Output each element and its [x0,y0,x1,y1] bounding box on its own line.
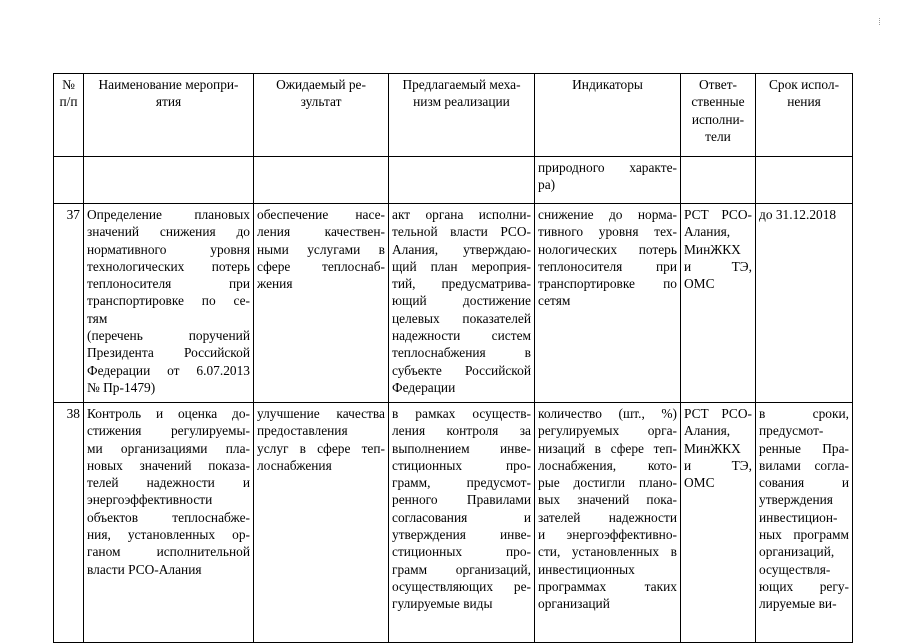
text-line: и энергоэффективно- [538,527,677,543]
text-line: ОМС [684,475,715,491]
header-row [54,74,853,157]
text-line: Индикаторы [572,77,643,92]
text-line: ных программ [759,527,849,543]
text-line: нологических потерь [538,241,677,257]
table-cell [681,157,756,204]
text-line: сетям [538,293,571,309]
text-line: улучшение качества [257,406,385,421]
text-line: и ТЭ, [684,258,752,274]
header-indicators [535,74,681,157]
text-line: зателей надежности [538,509,677,525]
text-line: теплоносителя при [538,258,677,274]
text-line: регулируемых орга- [538,423,677,439]
deadline [756,403,853,643]
text-line: зультат [300,94,342,110]
text-line: транспортировке по се- [87,293,250,309]
text-line: Предлагаемый меха- [402,77,521,92]
text-line: ми организациями пла- [87,440,250,456]
header-num [54,74,84,157]
text-line: ющих регу- [759,578,849,594]
text-line: обеспечение насе- [257,207,385,222]
implementation-mechanism [389,403,535,643]
table-row [54,204,853,403]
text-line: осуществляющих ре- [392,578,531,594]
text-line: жения [257,276,293,292]
text-line: лоснабжения, кото- [538,457,677,473]
measure-name [84,204,254,403]
text-line: Определение плановых [87,207,250,222]
text-line: программах таких [538,578,677,594]
continuation-indicators [535,157,681,204]
table-cell [84,157,254,204]
text-line: новых значений показа- [87,457,250,473]
text-line: ятия [155,94,182,110]
text-line: согласования и [392,509,531,525]
text-line: ления контроля за [392,423,531,439]
text-line: МинЖКХ [684,241,741,257]
table-cell [254,157,389,204]
text-line: количество (шт., %) [538,406,677,421]
continuation-row [54,157,853,204]
text-line: значений снижения до [87,224,250,240]
text-line: Президента Российской [87,345,250,361]
text-line: тивного уровня тех- [538,224,677,240]
text-line: низаций в сфере теп- [538,440,677,456]
expected-result [254,403,389,643]
row-number: 37 [54,204,84,403]
header-mechanism [389,74,535,157]
text-line: стижения регулируемы- [87,423,250,439]
text-line: Наименование меропри- [98,77,239,92]
text-line: целевых показателей [392,310,531,326]
text-line: исполни- [691,111,745,127]
header-responsible [681,74,756,157]
text-line: природного характе- [538,160,677,175]
text-line: № [62,77,75,92]
text-line: власти РСО-Алания [87,561,202,577]
text-line: услуг в сфере теп- [257,440,385,456]
text-line: до 31.12.2018 [759,207,837,222]
text-line: (перечень поручений [87,328,250,344]
table-row [54,403,853,643]
responsible-executors [681,403,756,643]
expected-result [254,204,389,403]
text-line: осуществля- [759,561,831,577]
header-deadline [756,74,853,157]
text-line: объектов теплоснабже- [87,509,250,525]
measure-name [84,403,254,643]
text-line: инвестиционных [538,561,635,577]
indicators [535,204,681,403]
text-line: ренные Пра- [759,440,849,456]
table-cell [389,157,535,204]
measures-table [53,73,853,643]
text-line: ра) [538,177,556,193]
text-line: ления качествен- [257,224,385,240]
text-line: сования и [759,475,849,491]
text-line: ОМС [684,276,715,292]
text-line: в рамках осуществ- [392,406,531,421]
text-line: акт органа исполни- [392,207,531,222]
text-line: энергоэффективности [87,492,213,508]
text-line: Федерации от 6.07.2013 [87,362,250,378]
text-line: нормативного уровня [87,241,250,257]
text-line: Алания, [684,423,731,439]
text-line: ными услугами в [257,241,385,257]
text-line: транспортировке по [538,276,677,292]
text-line: стиционных про- [392,457,531,473]
text-line: теплоносителя при [87,276,250,292]
text-line: организаций, [759,544,835,560]
text-line: тям [87,310,108,326]
scan-mark [879,18,882,25]
text-line: утверждения [759,492,833,508]
text-line: и ТЭ, [684,457,752,473]
text-line: теплоснабжения в [392,345,531,361]
text-line: тий, предусматрива- [392,276,531,292]
header-result [254,74,389,157]
text-line: утверждения инве- [392,527,531,543]
text-line: РСТ РСО- [684,406,752,421]
text-line: Контроль и оценка до- [87,406,250,421]
text-line: грамм, предусмот- [392,475,531,491]
text-line: МинЖКХ [684,440,741,456]
text-line: лируемые ви- [759,596,837,612]
text-line: стиционных про- [392,544,531,560]
text-line: нения [787,94,821,110]
text-line: технологических потерь [87,258,250,274]
text-line: лоснабжения [257,457,332,473]
text-line: снижение до норма- [538,207,677,222]
text-line: Срок испол- [768,77,840,92]
text-line: в сроки, [759,406,849,421]
table-cell [54,157,84,204]
text-line: надежности систем [392,328,531,344]
text-line: Федерации [392,379,456,395]
text-line: организаций [538,596,610,612]
text-line: Алания, [684,224,731,240]
text-line: субъекте Российской [392,362,531,378]
text-line: предоставления [257,423,348,439]
text-line: инвестицион- [759,509,838,525]
text-line: ния, установленных ор- [87,527,250,543]
text-line: вилами согла- [759,457,849,473]
text-line: щий план мероприя- [392,258,531,274]
text-line: сти, установленных в [538,544,677,560]
text-line: вых значений пока- [538,492,677,508]
implementation-mechanism [389,204,535,403]
deadline [756,204,853,403]
text-line: рые достигли плано- [538,475,677,491]
text-line: ющий достижение [392,293,531,309]
text-line: ренного Правилами [392,492,531,508]
table-cell [756,157,853,204]
text-line: гулируемые виды [392,596,493,612]
text-line: тельной власти РСО- [392,224,531,240]
indicators [535,403,681,643]
text-line: Алания, утверждаю- [392,241,531,257]
text-line: ственные [691,94,745,110]
text-line: РСТ РСО- [684,207,752,222]
text-line: сфере теплоснаб- [257,258,385,274]
text-line: ганом исполнительной [87,544,250,560]
text-line: № Пр-1479) [87,379,156,395]
text-line: телей надежности и [87,475,250,491]
text-line: тели [705,128,731,144]
row-number: 38 [54,403,84,643]
text-line: выполнением инве- [392,440,531,456]
text-line: грамм организаций, [392,561,531,577]
header-name [84,74,254,157]
text-line: низм реализации [413,94,510,110]
text-line: Ответ- [698,77,738,92]
text-line: п/п [59,94,78,110]
text-line: предусмот- [759,423,824,439]
text-line: Ожидаемый ре- [276,77,366,92]
responsible-executors [681,204,756,403]
